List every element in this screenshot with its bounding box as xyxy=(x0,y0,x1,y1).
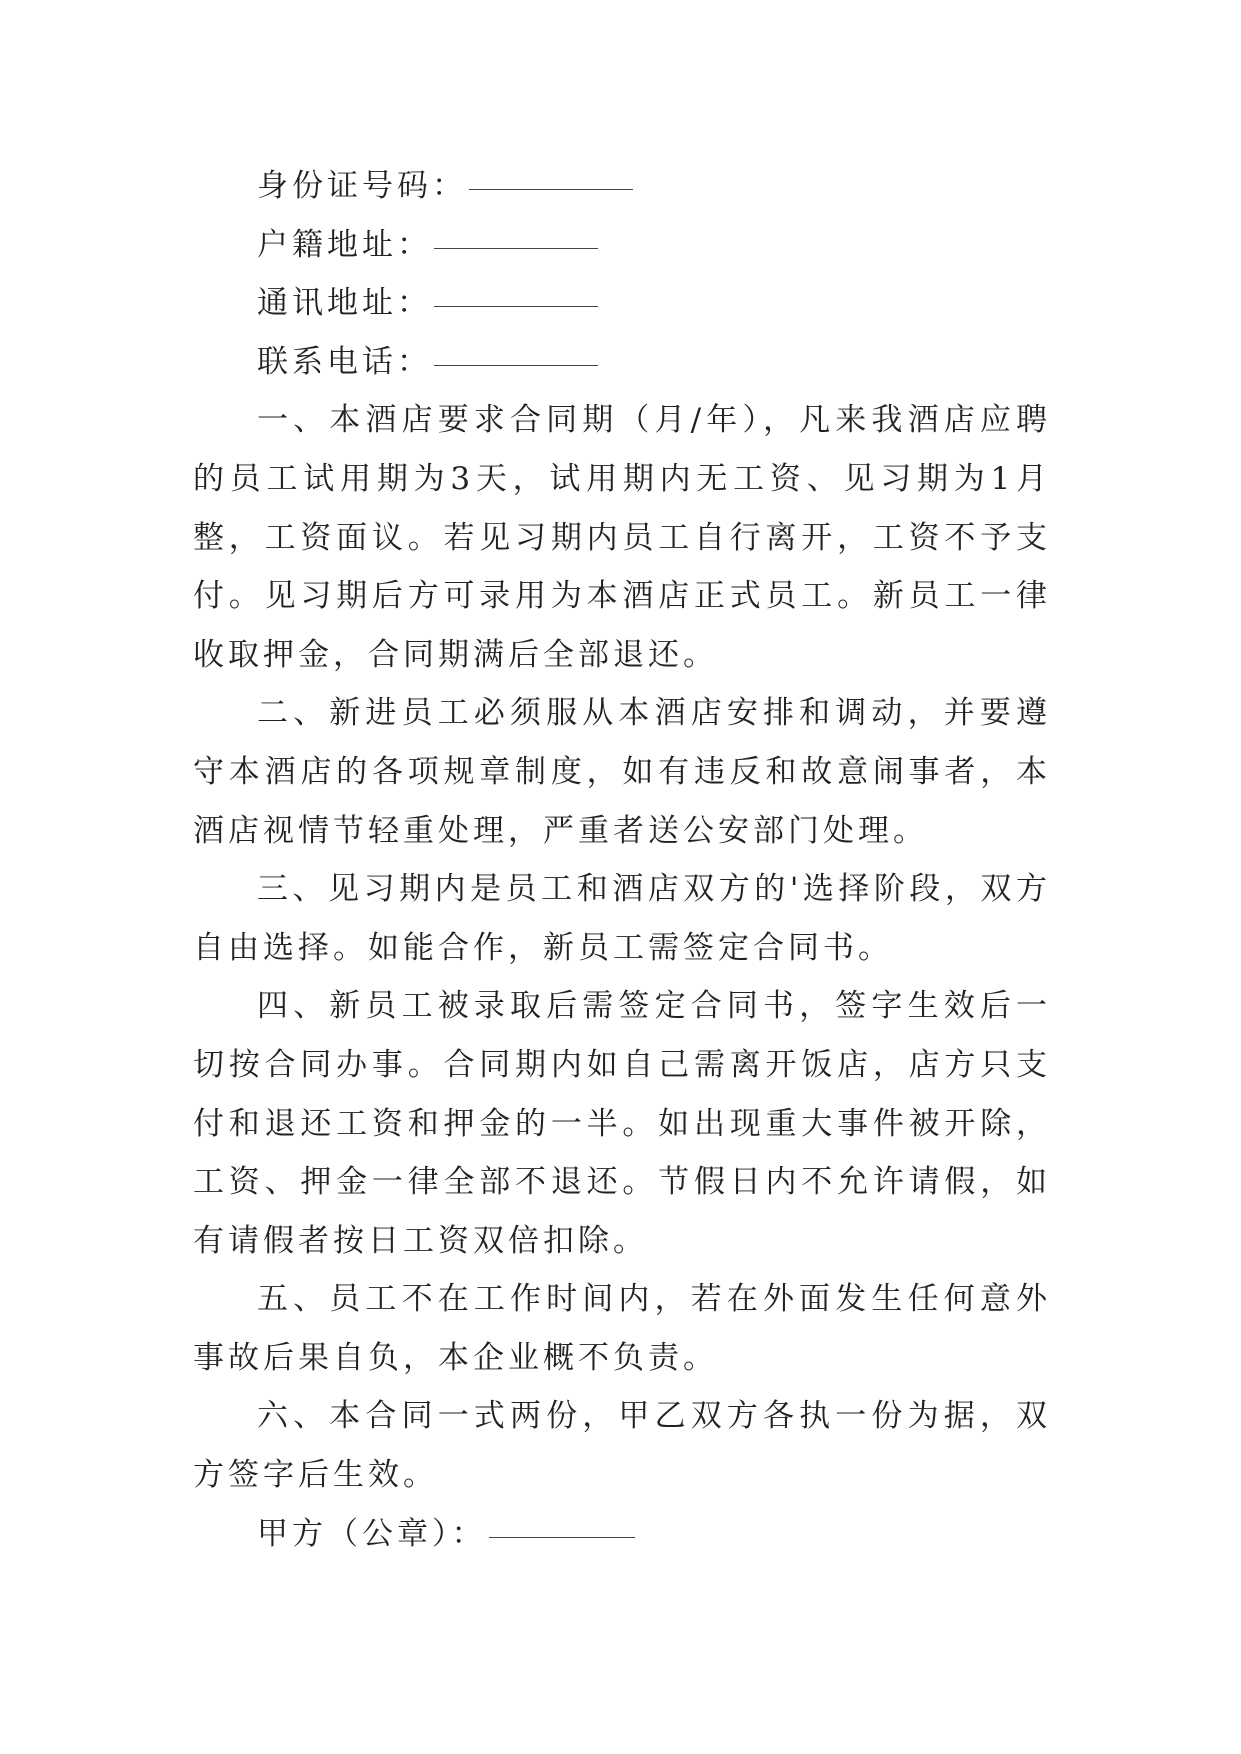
id-number-field xyxy=(193,157,1051,216)
contract-body xyxy=(193,157,1051,1563)
mailing-address-field xyxy=(193,274,1051,333)
clause-1: 一、本酒店要求合同期（月/年），凡来我酒店应聘的员工试用期为3天，试用期内无工资、见习期为1月整，工资面议。若见习期内员工自行离开，工资不予支付。见习期后方可录用为本酒店正式员工。新员工一律收取押金，合同期满后全部退还。 xyxy=(193,402,1051,673)
phone-blank xyxy=(434,364,598,366)
id-number-blank xyxy=(469,188,633,190)
party-a-signature-label: 甲方（公章）： xyxy=(257,1515,487,1552)
party-a-signature-field xyxy=(193,1505,1051,1564)
clause-5: 五、员工不在工作时间内，若在外面发生任何意外事故后果自负，本企业概不负责。 xyxy=(193,1281,1051,1376)
id-number-label: 身份证号码： xyxy=(257,168,467,204)
clause-3: 三、见习期内是员工和酒店双方的'选择阶段，双方自由选择。如能合作，新员工需签定合同书。 xyxy=(193,871,1051,966)
phone-field xyxy=(193,333,1051,392)
household-address-blank xyxy=(434,247,598,249)
phone-label: 联系电话： xyxy=(257,343,432,380)
mailing-address-label: 通讯地址： xyxy=(257,285,432,322)
party-a-signature-blank xyxy=(489,1536,635,1538)
clause-6: 六、本合同一式两份，甲乙双方各执一份为据，双方签字后生效。 xyxy=(193,1398,1051,1494)
mailing-address-blank xyxy=(434,305,598,307)
household-address-label: 户籍地址： xyxy=(257,226,432,263)
clause-4: 四、新员工被录取后需签定合同书，签字生效后一切按合同办事。合同期内如自己需离开饭店，店方只支付和退还工资和押金的一半。如出现重大事件被开除，工资、押金一律全部不退还。节假日内不允许请假，如有请假者按日工资双倍扣除。 xyxy=(193,988,1051,1259)
household-address-field xyxy=(193,216,1051,275)
clause-2: 二、新进员工必须服从本酒店安排和调动，并要遵守本酒店的各项规章制度，如有违反和故意闹事者，本酒店视情节轻重处理，严重者送公安部门处理。 xyxy=(193,695,1051,849)
